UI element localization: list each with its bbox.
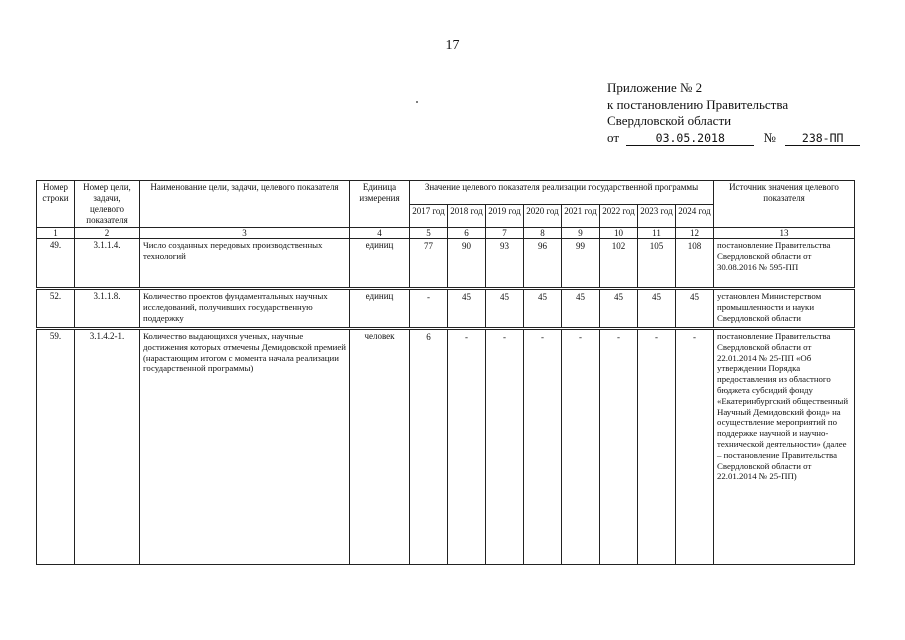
row-number-cell: 49. [37,239,75,289]
column-number: 10 [600,228,638,239]
table-row [37,289,855,329]
header-name: Наименование цели, задачи, целевого показателя [140,181,350,228]
appendix-header [607,80,860,146]
column-number: 12 [676,228,714,239]
header-goal-number: Номер цели, задачи, целевого показателя [75,181,140,228]
value-cell: - [562,329,600,565]
table-row [37,329,855,565]
resolution-date: 03.05.2018 [626,131,754,146]
value-cell: - [524,329,562,565]
value-cell: 99 [562,239,600,289]
value-cell: 45 [524,289,562,329]
indicator-name-cell: Число созданных передовых производственных технологий [140,239,350,289]
column-number: 8 [524,228,562,239]
value-cell: 45 [486,289,524,329]
value-cell: - [638,329,676,565]
value-cell: 45 [562,289,600,329]
unit-cell: человек [350,329,410,565]
column-number: 4 [350,228,410,239]
header-unit: Единица измерения [350,181,410,228]
value-cell: - [676,329,714,565]
header-year: 2021 год [562,204,600,228]
column-number: 2 [75,228,140,239]
value-cell: 105 [638,239,676,289]
header-year: 2022 год [600,204,638,228]
value-cell: 77 [410,239,448,289]
number-label: № [763,129,776,145]
header-year: 2020 год [524,204,562,228]
source-cell: постановление Правительства Свердловской области от 22.01.2014 № 25-ПП «Об утверждении Порядка предоставления из областного бюджета субсидий фонду «Екатеринбургский общественный Научный Демидовский фонд» на осуществление мероприятий по поддержке научной и научно-технической деятельности» (далее – постановление Правительства Свердловской области от 22.01.2014 № 25-ПП) [714,329,855,565]
header-source: Источник значения целевого показателя [714,181,855,228]
table-header-row [37,181,855,205]
value-cell: - [600,329,638,565]
source-cell: постановление Правительства Свердловской области от 30.08.2016 № 595-ПП [714,239,855,289]
column-number: 9 [562,228,600,239]
goal-number-cell: 3.1.4.2-1. [75,329,140,565]
goal-number-cell: 3.1.1.4. [75,239,140,289]
column-number: 3 [140,228,350,239]
value-cell: 93 [486,239,524,289]
header-year: 2024 год [676,204,714,228]
value-cell: 96 [524,239,562,289]
appendix-line-2: к постановлению Правительства [607,96,789,112]
column-number: 5 [410,228,448,239]
value-cell: - [448,329,486,565]
appendix-title: Приложение № 2 [607,80,703,95]
column-number: 11 [638,228,676,239]
row-number-cell: 59. [37,329,75,565]
page-number: 17 [445,38,460,53]
appendix-date-line [607,130,860,147]
header-year: 2019 год [486,204,524,228]
column-number: 1 [37,228,75,239]
column-numbers-row [37,228,855,239]
value-cell: 45 [448,289,486,329]
value-cell: 45 [676,289,714,329]
column-number: 7 [486,228,524,239]
header-year: 2018 год [448,204,486,228]
value-cell: 102 [600,239,638,289]
value-cell: 45 [600,289,638,329]
resolution-number: 238-ПП [785,131,860,146]
column-number: 6 [448,228,486,239]
unit-cell: единиц [350,239,410,289]
value-cell: 45 [638,289,676,329]
from-label: от [607,129,620,145]
indicator-name-cell: Количество выдающихся ученых, научные достижения которых отмечены Демидовской премией (нарастающим итогом с момента начала реализации государственной программы) [140,329,350,565]
value-cell: 6 [410,329,448,565]
indicator-name-cell: Количество проектов фундаментальных научных исследований, получивших государственную поддержку [140,289,350,329]
scan-speck [416,101,418,103]
header-values-group: Значение целевого показателя реализации государственной программы [410,181,714,205]
row-number-cell: 52. [37,289,75,329]
column-number: 13 [714,228,855,239]
indicators-table [36,180,855,565]
value-cell: 108 [676,239,714,289]
goal-number-cell: 3.1.1.8. [75,289,140,329]
value-cell: - [486,329,524,565]
value-cell: 90 [448,239,486,289]
header-year: 2023 год [638,204,676,228]
table-row [37,239,855,289]
source-cell: установлен Министерством промышленности и науки Свердловской области [714,289,855,329]
header-row-number: Номер строки [37,181,75,228]
appendix-line-3: Свердловской области [607,113,732,128]
header-year: 2017 год [410,204,448,228]
value-cell: - [410,289,448,329]
unit-cell: единиц [350,289,410,329]
